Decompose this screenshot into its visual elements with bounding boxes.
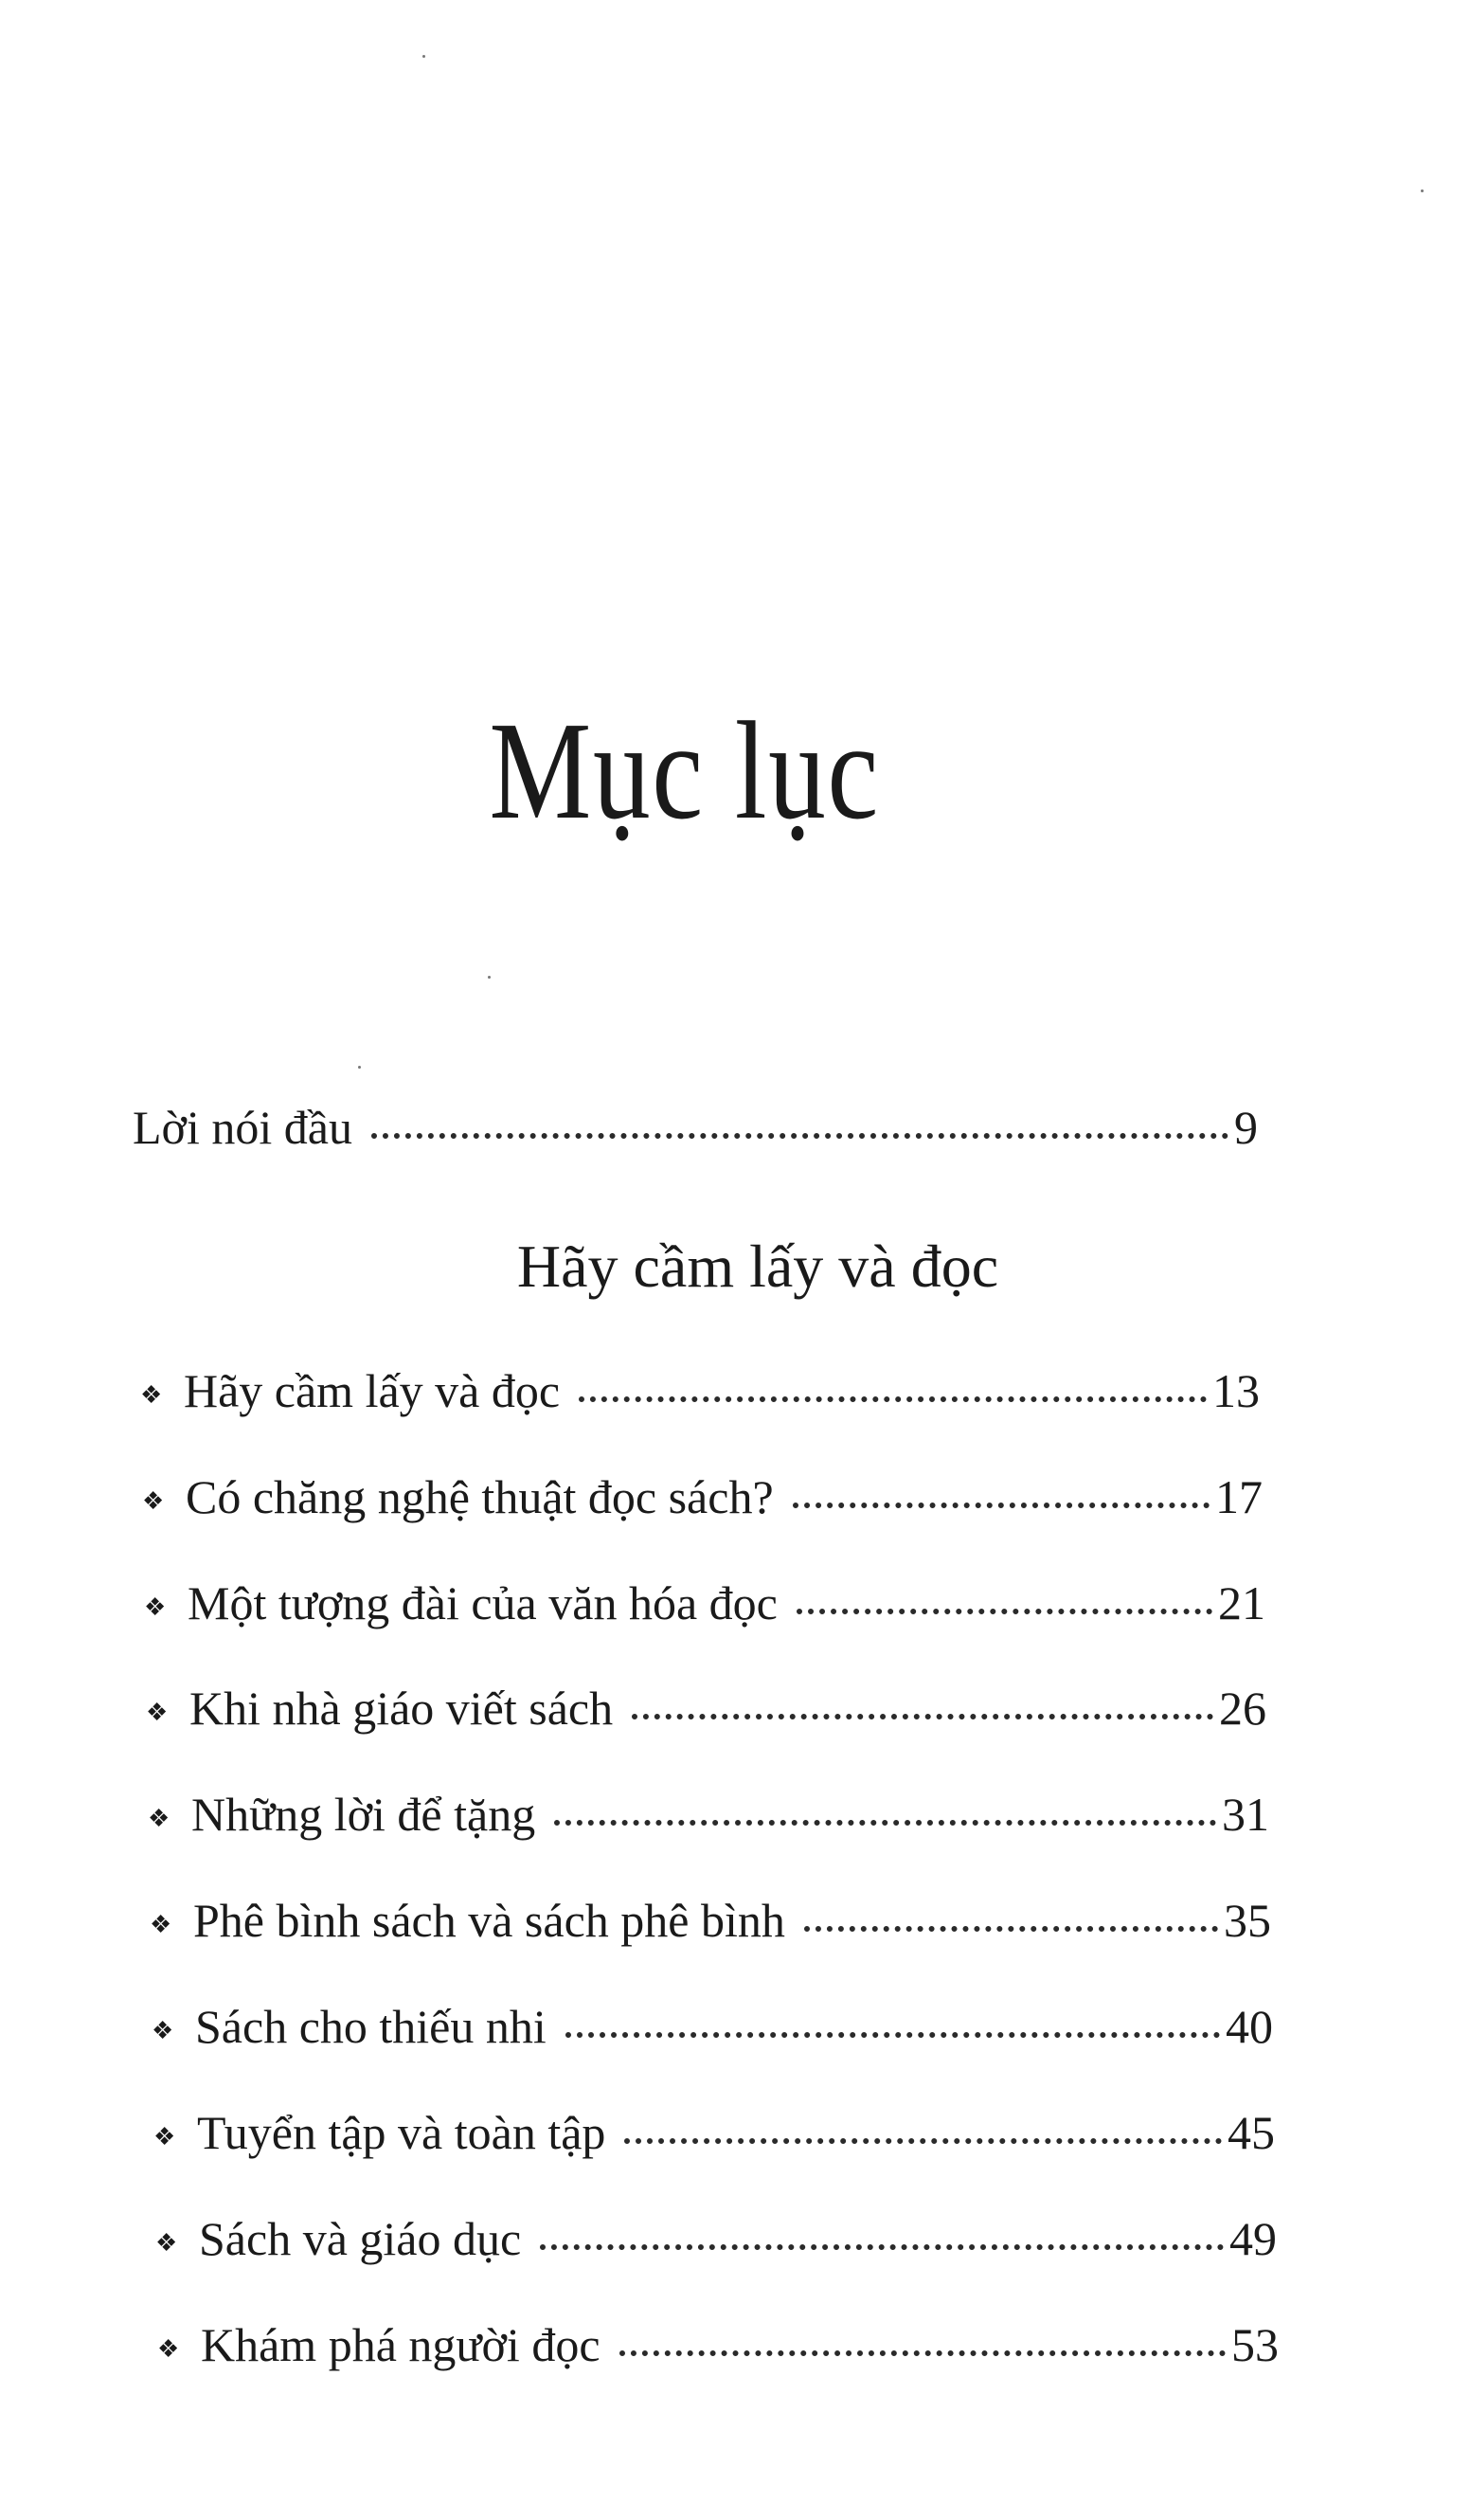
toc-entry-label: Khám phá người đọc — [201, 2318, 601, 2371]
dot-leader — [624, 2138, 1222, 2144]
toc-entry-label: Sách cho thiếu nhi — [195, 2000, 547, 2053]
toc-entry-label: Những lời để tặng — [191, 1788, 536, 1841]
section-heading: Hãy cầm lấy và đọc — [516, 1233, 999, 1300]
toc-entry-preface[interactable] — [133, 1101, 1258, 1154]
diamond-bullet-icon: ❖ — [144, 1593, 167, 1621]
toc-page-number: 17 — [1215, 1470, 1263, 1523]
diamond-bullet-icon: ❖ — [140, 1381, 163, 1409]
toc-entry[interactable] — [146, 1682, 1266, 1735]
dot-leader — [371, 1133, 1228, 1139]
diamond-bullet-icon: ❖ — [155, 2229, 178, 2257]
toc-page-number: 35 — [1224, 1894, 1271, 1947]
toc-page-number: 21 — [1218, 1576, 1265, 1629]
toc-entry[interactable] — [148, 1788, 1269, 1841]
diamond-bullet-icon: ❖ — [146, 1699, 169, 1726]
diamond-bullet-icon: ❖ — [152, 2017, 174, 2044]
toc-page-number: 45 — [1228, 2106, 1275, 2159]
dot-leader — [804, 1926, 1218, 1932]
toc-entry[interactable] — [152, 2000, 1273, 2053]
toc-title: Mục lục — [489, 693, 880, 849]
toc-entry[interactable] — [140, 1364, 1260, 1417]
toc-entry[interactable] — [155, 2212, 1277, 2265]
paper-speck — [488, 976, 491, 979]
dot-leader — [579, 1396, 1207, 1402]
paper-speck — [1421, 189, 1424, 192]
diamond-bullet-icon: ❖ — [148, 1805, 170, 1832]
dot-leader — [540, 2244, 1224, 2250]
toc-entry-label: Hãy cầm lấy và đọc — [184, 1364, 561, 1417]
toc-entry[interactable] — [142, 1470, 1263, 1523]
dot-leader — [632, 1714, 1213, 1719]
toc-entry-label: Lời nói đầu — [133, 1101, 352, 1154]
dot-leader — [554, 1820, 1216, 1826]
diamond-bullet-icon: ❖ — [142, 1487, 165, 1515]
diamond-bullet-icon: ❖ — [153, 2123, 176, 2151]
toc-entry-label: Khi nhà giáo viết sách — [189, 1682, 614, 1735]
toc-entry[interactable] — [150, 1894, 1271, 1947]
toc-entry[interactable] — [153, 2106, 1275, 2159]
toc-entry-label: Một tượng đài của văn hóa đọc — [188, 1576, 778, 1629]
toc-page-number: 31 — [1222, 1788, 1269, 1841]
toc-page-number: 49 — [1229, 2212, 1277, 2265]
toc-page-number: 53 — [1231, 2318, 1279, 2371]
dot-leader — [565, 2032, 1220, 2038]
toc-entry[interactable] — [157, 2318, 1279, 2371]
toc-entry-label: Sách và giáo dục — [199, 2212, 522, 2265]
toc-entry-label: Phê bình sách và sách phê bình — [193, 1894, 785, 1947]
diamond-bullet-icon: ❖ — [150, 1911, 172, 1938]
diamond-bullet-icon: ❖ — [157, 2335, 180, 2363]
toc-entry[interactable] — [144, 1576, 1265, 1629]
toc-page-number: 13 — [1212, 1364, 1260, 1417]
paper-speck — [422, 55, 425, 58]
toc-entry-label: Có chăng nghệ thuật đọc sách? — [186, 1470, 774, 1523]
toc-page-number: 9 — [1234, 1101, 1258, 1154]
dot-leader — [797, 1609, 1212, 1614]
dot-leader — [619, 2350, 1226, 2356]
toc-entry-label: Tuyển tập và toàn tập — [197, 2106, 606, 2159]
toc-page-number: 40 — [1226, 2000, 1273, 2053]
toc-page-number: 26 — [1219, 1682, 1266, 1735]
paper-speck — [358, 1066, 361, 1069]
dot-leader — [793, 1503, 1210, 1508]
